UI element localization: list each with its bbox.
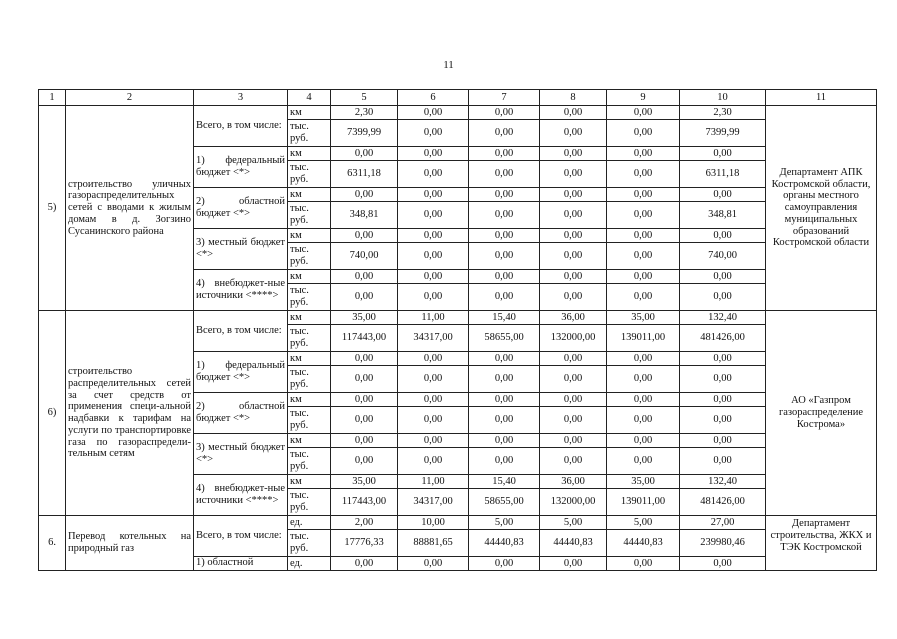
- row-number: 6): [39, 311, 66, 516]
- value-cell: 0,00: [607, 202, 680, 229]
- unit-cell: тыс. руб.: [288, 202, 331, 229]
- value-cell: 0,00: [607, 434, 680, 448]
- value-cell: 7399,99: [331, 120, 398, 147]
- unit-cell: тыс. руб.: [288, 243, 331, 270]
- value-cell: 132000,00: [540, 489, 607, 516]
- column-header: 9: [607, 90, 680, 106]
- value-cell: 0,00: [331, 557, 398, 571]
- value-cell: 11,00: [398, 311, 469, 325]
- value-cell: 0,00: [331, 147, 398, 161]
- value-cell: 0,00: [680, 448, 766, 475]
- value-cell: 6311,18: [331, 161, 398, 188]
- row-number: 6.: [39, 516, 66, 571]
- value-cell: 0,00: [540, 557, 607, 571]
- value-cell: 34317,00: [398, 489, 469, 516]
- value-cell: 481426,00: [680, 489, 766, 516]
- program-table: [38, 89, 877, 571]
- unit-cell: тыс. руб.: [288, 366, 331, 393]
- value-cell: 0,00: [469, 393, 540, 407]
- value-cell: 0,00: [331, 366, 398, 393]
- unit-cell: км: [288, 434, 331, 448]
- value-cell: 0,00: [680, 147, 766, 161]
- value-cell: 0,00: [540, 352, 607, 366]
- value-cell: 0,00: [607, 229, 680, 243]
- value-cell: 0,00: [607, 120, 680, 147]
- column-header: 1: [39, 90, 66, 106]
- value-cell: 0,00: [331, 434, 398, 448]
- value-cell: 0,00: [331, 407, 398, 434]
- unit-cell: тыс. руб.: [288, 284, 331, 311]
- value-cell: 0,00: [680, 229, 766, 243]
- value-cell: 58655,00: [469, 325, 540, 352]
- unit-cell: тыс. руб.: [288, 325, 331, 352]
- value-cell: 0,00: [331, 352, 398, 366]
- value-cell: 0,00: [398, 188, 469, 202]
- value-cell: 740,00: [331, 243, 398, 270]
- value-cell: 0,00: [540, 366, 607, 393]
- value-cell: 0,00: [398, 229, 469, 243]
- value-cell: 0,00: [398, 434, 469, 448]
- unit-cell: ед.: [288, 516, 331, 530]
- value-cell: 0,00: [398, 202, 469, 229]
- funding-source: 1) федеральный бюджет <*>: [194, 147, 288, 188]
- unit-cell: км: [288, 106, 331, 120]
- value-cell: 0,00: [607, 270, 680, 284]
- value-cell: 0,00: [607, 407, 680, 434]
- value-cell: 15,40: [469, 475, 540, 489]
- value-cell: 132,40: [680, 475, 766, 489]
- unit-cell: км: [288, 188, 331, 202]
- column-header: 10: [680, 90, 766, 106]
- value-cell: 0,00: [680, 366, 766, 393]
- value-cell: 0,00: [469, 202, 540, 229]
- table-row: [39, 106, 877, 120]
- value-cell: 0,00: [540, 407, 607, 434]
- unit-cell: тыс. руб.: [288, 489, 331, 516]
- value-cell: 2,30: [331, 106, 398, 120]
- value-cell: 0,00: [607, 284, 680, 311]
- value-cell: 0,00: [607, 147, 680, 161]
- funding-source: 3) местный бюджет <*>: [194, 229, 288, 270]
- responsible-executor: Департамент строительства, ЖКХ и ТЭК Костромской: [766, 516, 877, 571]
- value-cell: 44440,83: [540, 530, 607, 557]
- unit-cell: км: [288, 147, 331, 161]
- value-cell: 0,00: [469, 366, 540, 393]
- value-cell: 34317,00: [398, 325, 469, 352]
- value-cell: 44440,83: [607, 530, 680, 557]
- funding-source: 1) федеральный бюджет <*>: [194, 352, 288, 393]
- value-cell: 44440,83: [469, 530, 540, 557]
- value-cell: 0,00: [680, 284, 766, 311]
- value-cell: 0,00: [607, 352, 680, 366]
- value-cell: 0,00: [331, 188, 398, 202]
- value-cell: 0,00: [680, 352, 766, 366]
- value-cell: 0,00: [331, 229, 398, 243]
- column-header: 2: [66, 90, 194, 106]
- value-cell: 36,00: [540, 475, 607, 489]
- value-cell: 132,40: [680, 311, 766, 325]
- value-cell: 0,00: [398, 448, 469, 475]
- unit-cell: км: [288, 475, 331, 489]
- work-description: строительство уличных газораспределительных сетей с вводами к жилым домам в д. Зогзино Сусанинского района: [66, 106, 194, 311]
- unit-cell: км: [288, 393, 331, 407]
- value-cell: 35,00: [607, 311, 680, 325]
- value-cell: 0,00: [331, 448, 398, 475]
- unit-cell: км: [288, 311, 331, 325]
- value-cell: 0,00: [680, 434, 766, 448]
- value-cell: 0,00: [540, 188, 607, 202]
- value-cell: 0,00: [398, 366, 469, 393]
- value-cell: 0,00: [540, 393, 607, 407]
- value-cell: 0,00: [469, 120, 540, 147]
- value-cell: 0,00: [398, 147, 469, 161]
- value-cell: 36,00: [540, 311, 607, 325]
- funding-source: [194, 557, 288, 571]
- funding-source: Всего, в том числе:: [194, 106, 288, 147]
- unit-cell: тыс. руб.: [288, 161, 331, 188]
- value-cell: 0,00: [398, 243, 469, 270]
- row-number: 5): [39, 106, 66, 311]
- table-row: [39, 516, 877, 530]
- column-header: 3: [194, 90, 288, 106]
- value-cell: 0,00: [540, 434, 607, 448]
- value-cell: 348,81: [680, 202, 766, 229]
- value-cell: 0,00: [607, 188, 680, 202]
- value-cell: 740,00: [680, 243, 766, 270]
- value-cell: 0,00: [398, 284, 469, 311]
- column-header-row: [39, 90, 877, 106]
- funding-source: 2) областной бюджет <*>: [194, 393, 288, 434]
- column-header: 6: [398, 90, 469, 106]
- value-cell: 0,00: [540, 284, 607, 311]
- value-cell: 0,00: [540, 202, 607, 229]
- value-cell: 0,00: [469, 243, 540, 270]
- value-cell: 27,00: [680, 516, 766, 530]
- value-cell: 348,81: [331, 202, 398, 229]
- funding-source: 4) внебюджет-ные источники <****>: [194, 475, 288, 516]
- column-header: 8: [540, 90, 607, 106]
- value-cell: 0,00: [680, 557, 766, 571]
- value-cell: 0,00: [398, 557, 469, 571]
- responsible-executor: Департамент АПК Костромской области, органы местного самоуправления муниципальных образований Костромской области: [766, 106, 877, 311]
- unit-cell: км: [288, 229, 331, 243]
- value-cell: 481426,00: [680, 325, 766, 352]
- value-cell: 0,00: [607, 161, 680, 188]
- value-cell: 0,00: [540, 106, 607, 120]
- value-cell: 0,00: [331, 284, 398, 311]
- column-header: 5: [331, 90, 398, 106]
- value-cell: 0,00: [607, 557, 680, 571]
- unit-cell: ед.: [288, 557, 331, 571]
- value-cell: 2,30: [680, 106, 766, 120]
- value-cell: 0,00: [540, 448, 607, 475]
- value-cell: 0,00: [540, 270, 607, 284]
- value-cell: 0,00: [680, 393, 766, 407]
- work-description: строительство распределительных сетей за счет средств от применения специ-альной надбавки к тарифам на услуги по транспортировке газа по газораспредели-тельным сетям: [66, 311, 194, 516]
- value-cell: 139011,00: [607, 325, 680, 352]
- column-header: 7: [469, 90, 540, 106]
- funding-source-label: 1) областной: [196, 557, 254, 568]
- value-cell: 0,00: [680, 270, 766, 284]
- value-cell: 35,00: [331, 475, 398, 489]
- value-cell: 0,00: [540, 229, 607, 243]
- value-cell: 0,00: [398, 393, 469, 407]
- value-cell: 0,00: [607, 366, 680, 393]
- page-number: 11: [443, 59, 454, 71]
- value-cell: 0,00: [540, 120, 607, 147]
- value-cell: 7399,99: [680, 120, 766, 147]
- value-cell: 0,00: [331, 393, 398, 407]
- value-cell: 0,00: [469, 188, 540, 202]
- value-cell: 0,00: [398, 106, 469, 120]
- value-cell: 15,40: [469, 311, 540, 325]
- value-cell: 0,00: [607, 448, 680, 475]
- unit-cell: тыс. руб.: [288, 407, 331, 434]
- value-cell: 0,00: [398, 161, 469, 188]
- value-cell: 35,00: [331, 311, 398, 325]
- value-cell: 0,00: [469, 407, 540, 434]
- value-cell: 5,00: [540, 516, 607, 530]
- value-cell: 0,00: [469, 557, 540, 571]
- unit-cell: км: [288, 270, 331, 284]
- value-cell: 35,00: [607, 475, 680, 489]
- value-cell: 17776,33: [331, 530, 398, 557]
- value-cell: 117443,00: [331, 489, 398, 516]
- value-cell: 2,00: [331, 516, 398, 530]
- value-cell: 0,00: [469, 229, 540, 243]
- value-cell: 0,00: [469, 284, 540, 311]
- value-cell: 0,00: [680, 188, 766, 202]
- column-header: 11: [766, 90, 877, 106]
- value-cell: 0,00: [607, 106, 680, 120]
- funding-source: 2) областной бюджет <*>: [194, 188, 288, 229]
- value-cell: 5,00: [607, 516, 680, 530]
- value-cell: 239980,46: [680, 530, 766, 557]
- value-cell: 10,00: [398, 516, 469, 530]
- value-cell: 0,00: [469, 147, 540, 161]
- value-cell: 0,00: [398, 120, 469, 147]
- value-cell: 0,00: [469, 352, 540, 366]
- value-cell: 0,00: [680, 407, 766, 434]
- funding-source: 3) местный бюджет <*>: [194, 434, 288, 475]
- funding-source: Всего, в том числе:: [194, 516, 288, 557]
- value-cell: 0,00: [398, 352, 469, 366]
- value-cell: 0,00: [607, 393, 680, 407]
- value-cell: 0,00: [398, 270, 469, 284]
- value-cell: 11,00: [398, 475, 469, 489]
- table-row: [39, 311, 877, 325]
- value-cell: 88881,65: [398, 530, 469, 557]
- unit-cell: тыс. руб.: [288, 448, 331, 475]
- funding-source: Всего, в том числе:: [194, 311, 288, 352]
- value-cell: 0,00: [540, 161, 607, 188]
- value-cell: 0,00: [540, 243, 607, 270]
- unit-cell: тыс. руб.: [288, 530, 331, 557]
- value-cell: 0,00: [540, 147, 607, 161]
- column-header: 4: [288, 90, 331, 106]
- value-cell: 6311,18: [680, 161, 766, 188]
- unit-cell: тыс. руб.: [288, 120, 331, 147]
- value-cell: 117443,00: [331, 325, 398, 352]
- value-cell: 0,00: [469, 448, 540, 475]
- value-cell: 0,00: [469, 106, 540, 120]
- value-cell: 0,00: [607, 243, 680, 270]
- value-cell: 0,00: [469, 270, 540, 284]
- unit-cell: км: [288, 352, 331, 366]
- responsible-executor: АО «Газпром газораспределение Кострома»: [766, 311, 877, 516]
- work-description: Перевод котельных на природный газ: [66, 516, 194, 571]
- value-cell: 139011,00: [607, 489, 680, 516]
- value-cell: 0,00: [331, 270, 398, 284]
- funding-source: 4) внебюджет-ные источники <****>: [194, 270, 288, 311]
- value-cell: 58655,00: [469, 489, 540, 516]
- value-cell: 132000,00: [540, 325, 607, 352]
- value-cell: 0,00: [469, 161, 540, 188]
- value-cell: 0,00: [398, 407, 469, 434]
- value-cell: 5,00: [469, 516, 540, 530]
- value-cell: 0,00: [469, 434, 540, 448]
